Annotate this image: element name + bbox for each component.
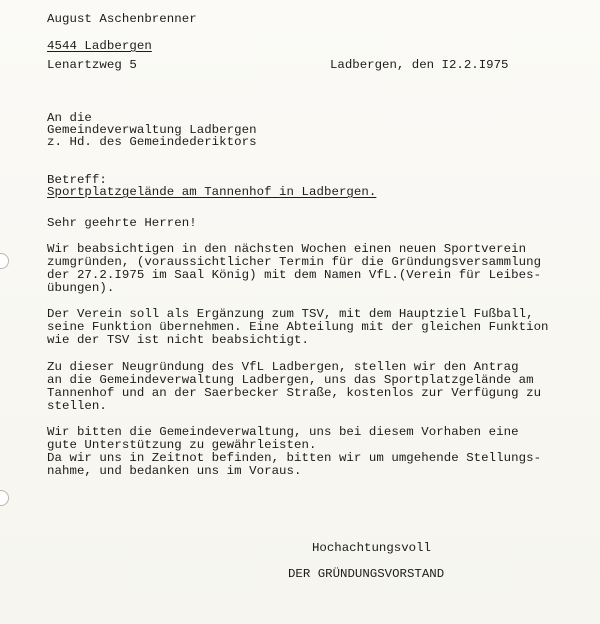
paragraph-4-line-2: gute Unterstützung zu gewährleisten.: [47, 438, 317, 452]
punch-hole-top: [0, 253, 9, 269]
sender-name: August Aschenbrenner: [47, 12, 197, 26]
paragraph-3-line-3: Tannenhof und an der Saerbecker Straße, kostenlos zur Verfügung zu: [47, 386, 542, 400]
paragraph-2-line-1: Der Verein soll als Ergänzung zum TSV, mit dem Hauptziel Fußball,: [47, 307, 534, 321]
paragraph-3-line-4: stellen.: [47, 399, 107, 413]
paragraph-4-line-3: Da wir uns in Zeitnot befinden, bitten wir um umgehende Stellungs-: [47, 451, 542, 465]
letter-date: Ladbergen, den I2.2.I975: [330, 58, 509, 72]
salutation: Sehr geehrte Herren!: [47, 216, 197, 230]
paragraph-4-line-1: Wir bitten die Gemeindeverwaltung, uns bei diesem Vorhaben eine: [47, 425, 519, 439]
paragraph-3-line-2: an die Gemeindeverwaltung Ladbergen, uns das Sportplatzgelände am: [47, 373, 534, 387]
recipient-line-3: z. Hd. des Gemeindederiktors: [47, 135, 257, 149]
closing-greeting: Hochachtungsvoll: [312, 541, 431, 555]
paragraph-3-line-1: Zu dieser Neugründung des VfL Ladbergen, stellen wir den Antrag: [47, 360, 519, 374]
paragraph-1-line-2: zumgründen, (voraussichtlicher Termin für die Gründungsversammlung: [47, 255, 542, 269]
paragraph-1-line-3: der 27.2.I975 im Saal König) mit dem Namen VfL.(Verein für Leibes-: [47, 268, 542, 282]
punch-hole-bottom: [0, 490, 9, 506]
paragraph-1-line-1: Wir beabsichtigen in den nächsten Wochen einen neuen Sportverein: [47, 242, 527, 256]
sender-street: Lenartzweg 5: [47, 58, 137, 72]
paragraph-1-line-4: übungen).: [47, 281, 115, 295]
subject-text: Sportplatzgelände am Tannenhof in Ladbergen.: [47, 185, 377, 199]
paragraph-2-line-2: seine Funktion übernehmen. Eine Abteilung mit der gleichen Funktion: [47, 320, 549, 334]
subject-label: Betreff:: [47, 173, 107, 187]
closing-signatory: DER GRÜNDUNGSVORSTAND: [288, 567, 445, 581]
paragraph-2-line-3: wie der TSV ist nicht beabsichtigt.: [47, 333, 309, 347]
paragraph-4-line-4: nahme, und bedanken uns im Voraus.: [47, 464, 302, 478]
sender-city: 4544 Ladbergen: [47, 39, 152, 53]
recipient-line-2: Gemeindeverwaltung Ladbergen: [47, 123, 257, 137]
recipient-line-1: An die: [47, 111, 92, 125]
